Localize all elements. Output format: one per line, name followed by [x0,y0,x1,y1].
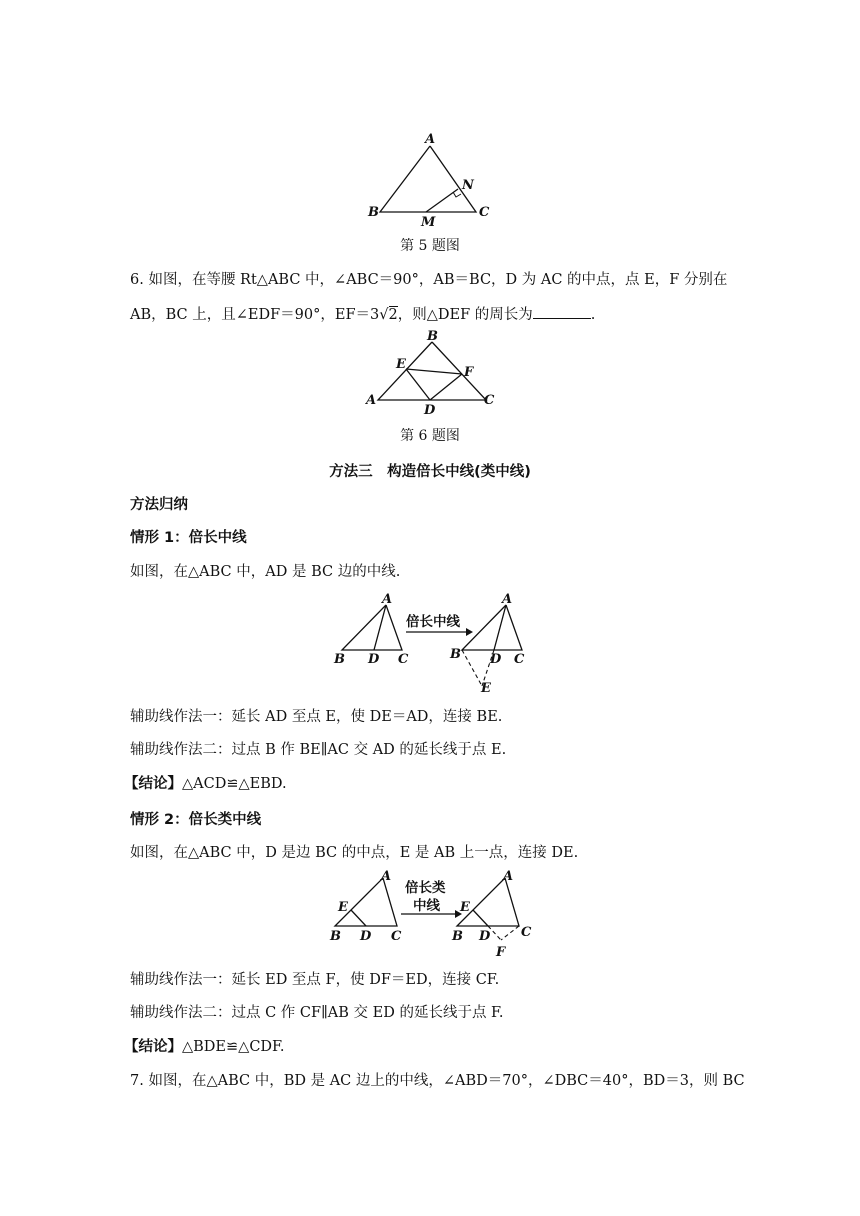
case-1-left-label-d: D [368,652,380,667]
case-1-method-1: 辅助线作法一：延长 AD 至点 E，使 DE＝AD，连接 BE. [130,709,503,725]
case-1-right-label-a: A [502,592,513,607]
case-1-intro: 如图，在△ABC 中，AD 是 BC 边的中线. [130,564,401,580]
figure-5-label-n: N [462,178,474,193]
case-2-method-2: 辅助线作法二：过点 C 作 CF∥AB 交 ED 的延长线于点 F. [130,1005,504,1021]
case-1-heading: 情形 1：倍长中线 [130,530,247,546]
sqrt-radicand: 2 [388,307,398,323]
figure-5-label-b: B [368,205,379,220]
case-2-segment-de-left [351,910,366,926]
case-1-left-label-a: A [382,592,393,607]
case-2-segment-cf [501,926,519,940]
sqrt-symbol: √ [379,307,389,323]
conclusion-text: △ACD≌△EBD. [182,776,287,792]
case-1-arrow-head [466,628,473,636]
figure-5-label-c: C [479,205,490,220]
method-summary-heading: 方法归纳 [130,497,188,513]
case-2-right-label-a: A [503,869,514,884]
question-7-line-1: 7. 如图，在△ABC 中，BD 是 AC 边上的中线，∠ABD＝70°，∠DBC＝40°，BD＝3，则 BC [130,1073,745,1089]
question-6-text-a: AB，BC 上，且∠EDF＝90°，EF＝3 [130,307,380,323]
figure-6-label-a: A [366,393,377,408]
case-1-arrow-label: 倍长中线 [406,614,460,630]
method-3-title: 方法三 构造倍长中线(类中线) [329,464,531,480]
conclusion-text: △BDE≌△CDF. [182,1039,285,1055]
case-2-right-label-c: C [521,925,532,940]
case-1-right-label-b: B [450,647,461,662]
case-2-intro: 如图，在△ABC 中，D 是边 BC 的中点，E 是 AB 上一点，连接 DE. [130,845,579,861]
case-1-right-label-d: D [490,652,502,667]
figure-5-label-m: M [421,215,436,230]
figure-5-right-angle-mark [453,192,461,197]
figure-6-label-d: D [424,403,436,418]
case-1-conclusion [124,774,287,794]
question-6-end: . [590,307,596,323]
case-2-left-label-c: C [391,929,402,944]
question-6-line-2 [130,304,595,325]
case-1-triangle-left [342,605,402,650]
figure-6-label-f: F [464,365,474,380]
case-1-left-label-b: B [334,652,345,667]
figure-6-segment-df [430,374,462,400]
case-2-left-label-e: E [338,900,348,915]
figure-6-segment-ef [406,369,462,374]
conclusion-tag: 【结论】 [124,776,182,792]
case-2-left-label-d: D [360,929,372,944]
question-6-line-1: 6. 如图，在等腰 Rt△ABC 中，∠ABC＝90°，AB＝BC，D 为 AC 的中点，点 E，F 分别在 [130,272,728,288]
case-2-right-label-e: E [460,900,470,915]
case-2-figure [325,868,535,960]
conclusion-tag: 【结论】 [124,1039,182,1055]
case-2-right-label-f: F [496,945,506,960]
case-1-right-label-e: E [481,681,491,696]
case-2-left-label-b: B [330,929,341,944]
case-1-segment-be [462,650,482,686]
figure-6 [360,328,500,420]
question-6-text-b: ，则△DEF 的周长为 [397,307,533,323]
case-2-conclusion [124,1037,284,1057]
case-2-left-label-a: A [381,869,392,884]
answer-blank[interactable] [533,304,591,319]
figure-6-label-c: C [484,393,495,408]
case-1-triangle-right [462,605,522,650]
case-1-figure [330,592,530,698]
figure-6-caption: 第 6 题图 [400,428,460,444]
case-2-arrow-label-1: 倍长类 [405,880,446,896]
figure-5-caption: 第 5 题图 [400,238,460,254]
case-2-heading: 情形 2：倍长类中线 [130,812,262,828]
case-1-left-label-c: C [398,652,409,667]
case-1-method-2: 辅助线作法二：过点 B 作 BE∥AC 交 AD 的延长线于点 E. [130,742,507,758]
figure-5-label-a: A [425,132,436,147]
case-2-right-label-d: D [479,929,491,944]
case-2-arrow-label-2: 中线 [413,898,440,914]
figure-5 [360,130,500,230]
case-1-right-label-c: C [514,652,525,667]
case-2-method-1: 辅助线作法一：延长 ED 至点 F，使 DF＝ED，连接 CF. [130,972,500,988]
figure-6-label-b: B [427,329,438,344]
case-2-segment-de-right [473,910,488,926]
case-2-right-label-b: B [452,929,463,944]
figure-6-label-e: E [396,357,406,372]
figure-6-segment-ed [406,369,430,400]
